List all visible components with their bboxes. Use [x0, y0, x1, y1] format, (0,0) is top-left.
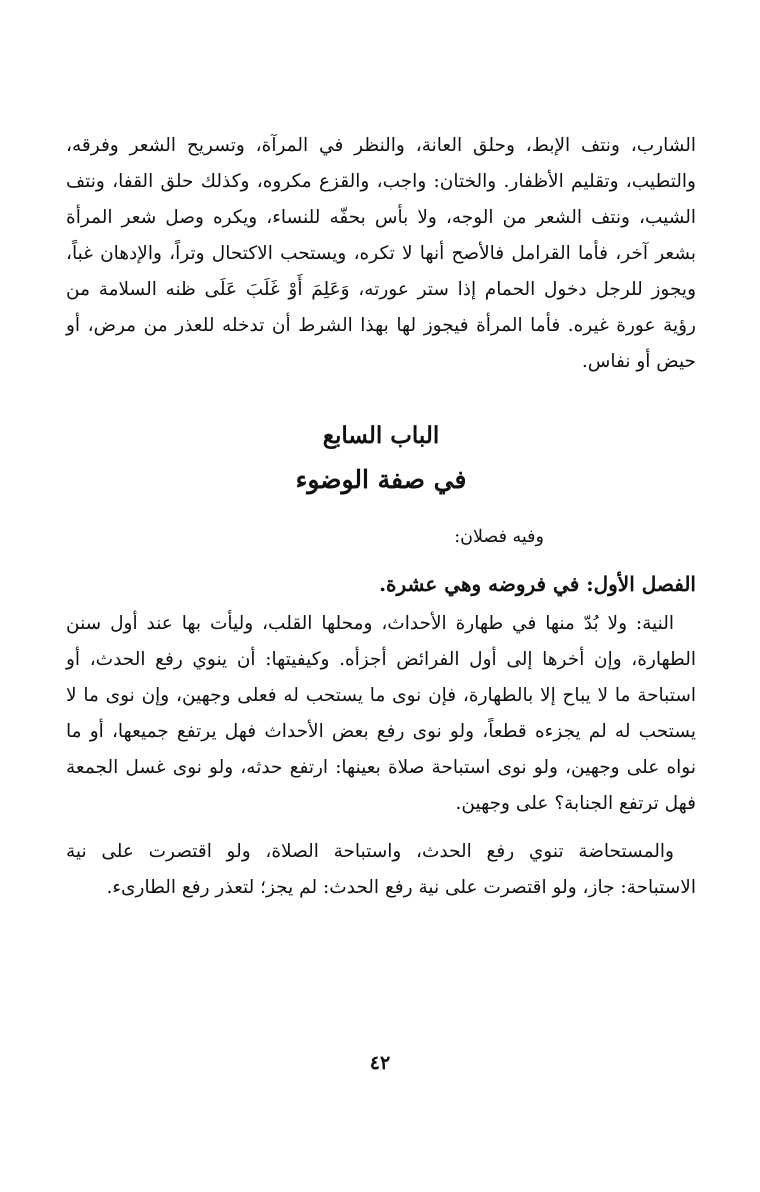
- page-body: [66, 128, 696, 906]
- paragraph-intention: النية: ولا بُدّ منها في طهارة الأحداث، ومحلها القلب، وليأت بها عند أول سنن الطهارة، وإن أخرها إلى أول الفرائض أجزأه. وكيفيتها: أن ينوي رفع الحدث، أو استباحة ما لا يباح إلا بالطهارة، فإن نوى ما يستحب له فعلى وجهين، وإن نوى ما لا يستحب له لم يجزءه قطعاً، ولو نوى رفع بعض الأحداث فهل يرتفع جميعها، أو ما نواه على وجهين، ولو نوى استباحة صلاة بعينها: ارتفع حدثه، ولو نوى غسل الجمعة فهل ترتفع الجنابة؟ على وجهين.: [66, 613, 696, 814]
- page-number: ٤٢: [369, 1052, 391, 1074]
- chapter-title: الباب السابع: [322, 422, 440, 449]
- paragraph-grooming: الشارب، ونتف الإبط، وحلق العانة، والنظر في المرآة، وتسريح الشعر وفرقه، والتطيب، وتقليم الأظفار. والختان: واجب، والقزع مكروه، وكذلك حلق القفا، ونتف الشيب، ونتف الشعر من الوجه، ولا بأس بحفّه للنساء، ويكره وصل شعر المرأة بشعر آخر، فأما القرامل فالأصح أنها لا تكره، ويستحب الاكتحال وتراً، والإدهان غباً، ويجوز للرجل دخول الحمام إذا ستر عورته، وَعَلِمَ أَوْ غَلَبَ عَلَى ظنه السلامة من رؤية عورة غيره. فأما المرأة فيجوز لها بهذا الشرط أن تدخله للعذر من مرض، أو حيض أو نفاس.: [66, 135, 696, 372]
- section-heading: الفصل الأول: في فروضه وهي عشرة.: [379, 572, 696, 596]
- chapter-intro: وفيه فصلان:: [454, 527, 544, 547]
- paragraph-mustahada: والمستحاضة تنوي رفع الحدث، واستباحة الصلاة، ولو اقتصرت على نية الاستباحة: جاز، ولو اقتصرت على نية رفع الحدث: لم يجز؛ لتعذر رفع الطارىء.: [66, 841, 696, 898]
- chapter-subtitle: في صفة الوضوء: [295, 465, 467, 494]
